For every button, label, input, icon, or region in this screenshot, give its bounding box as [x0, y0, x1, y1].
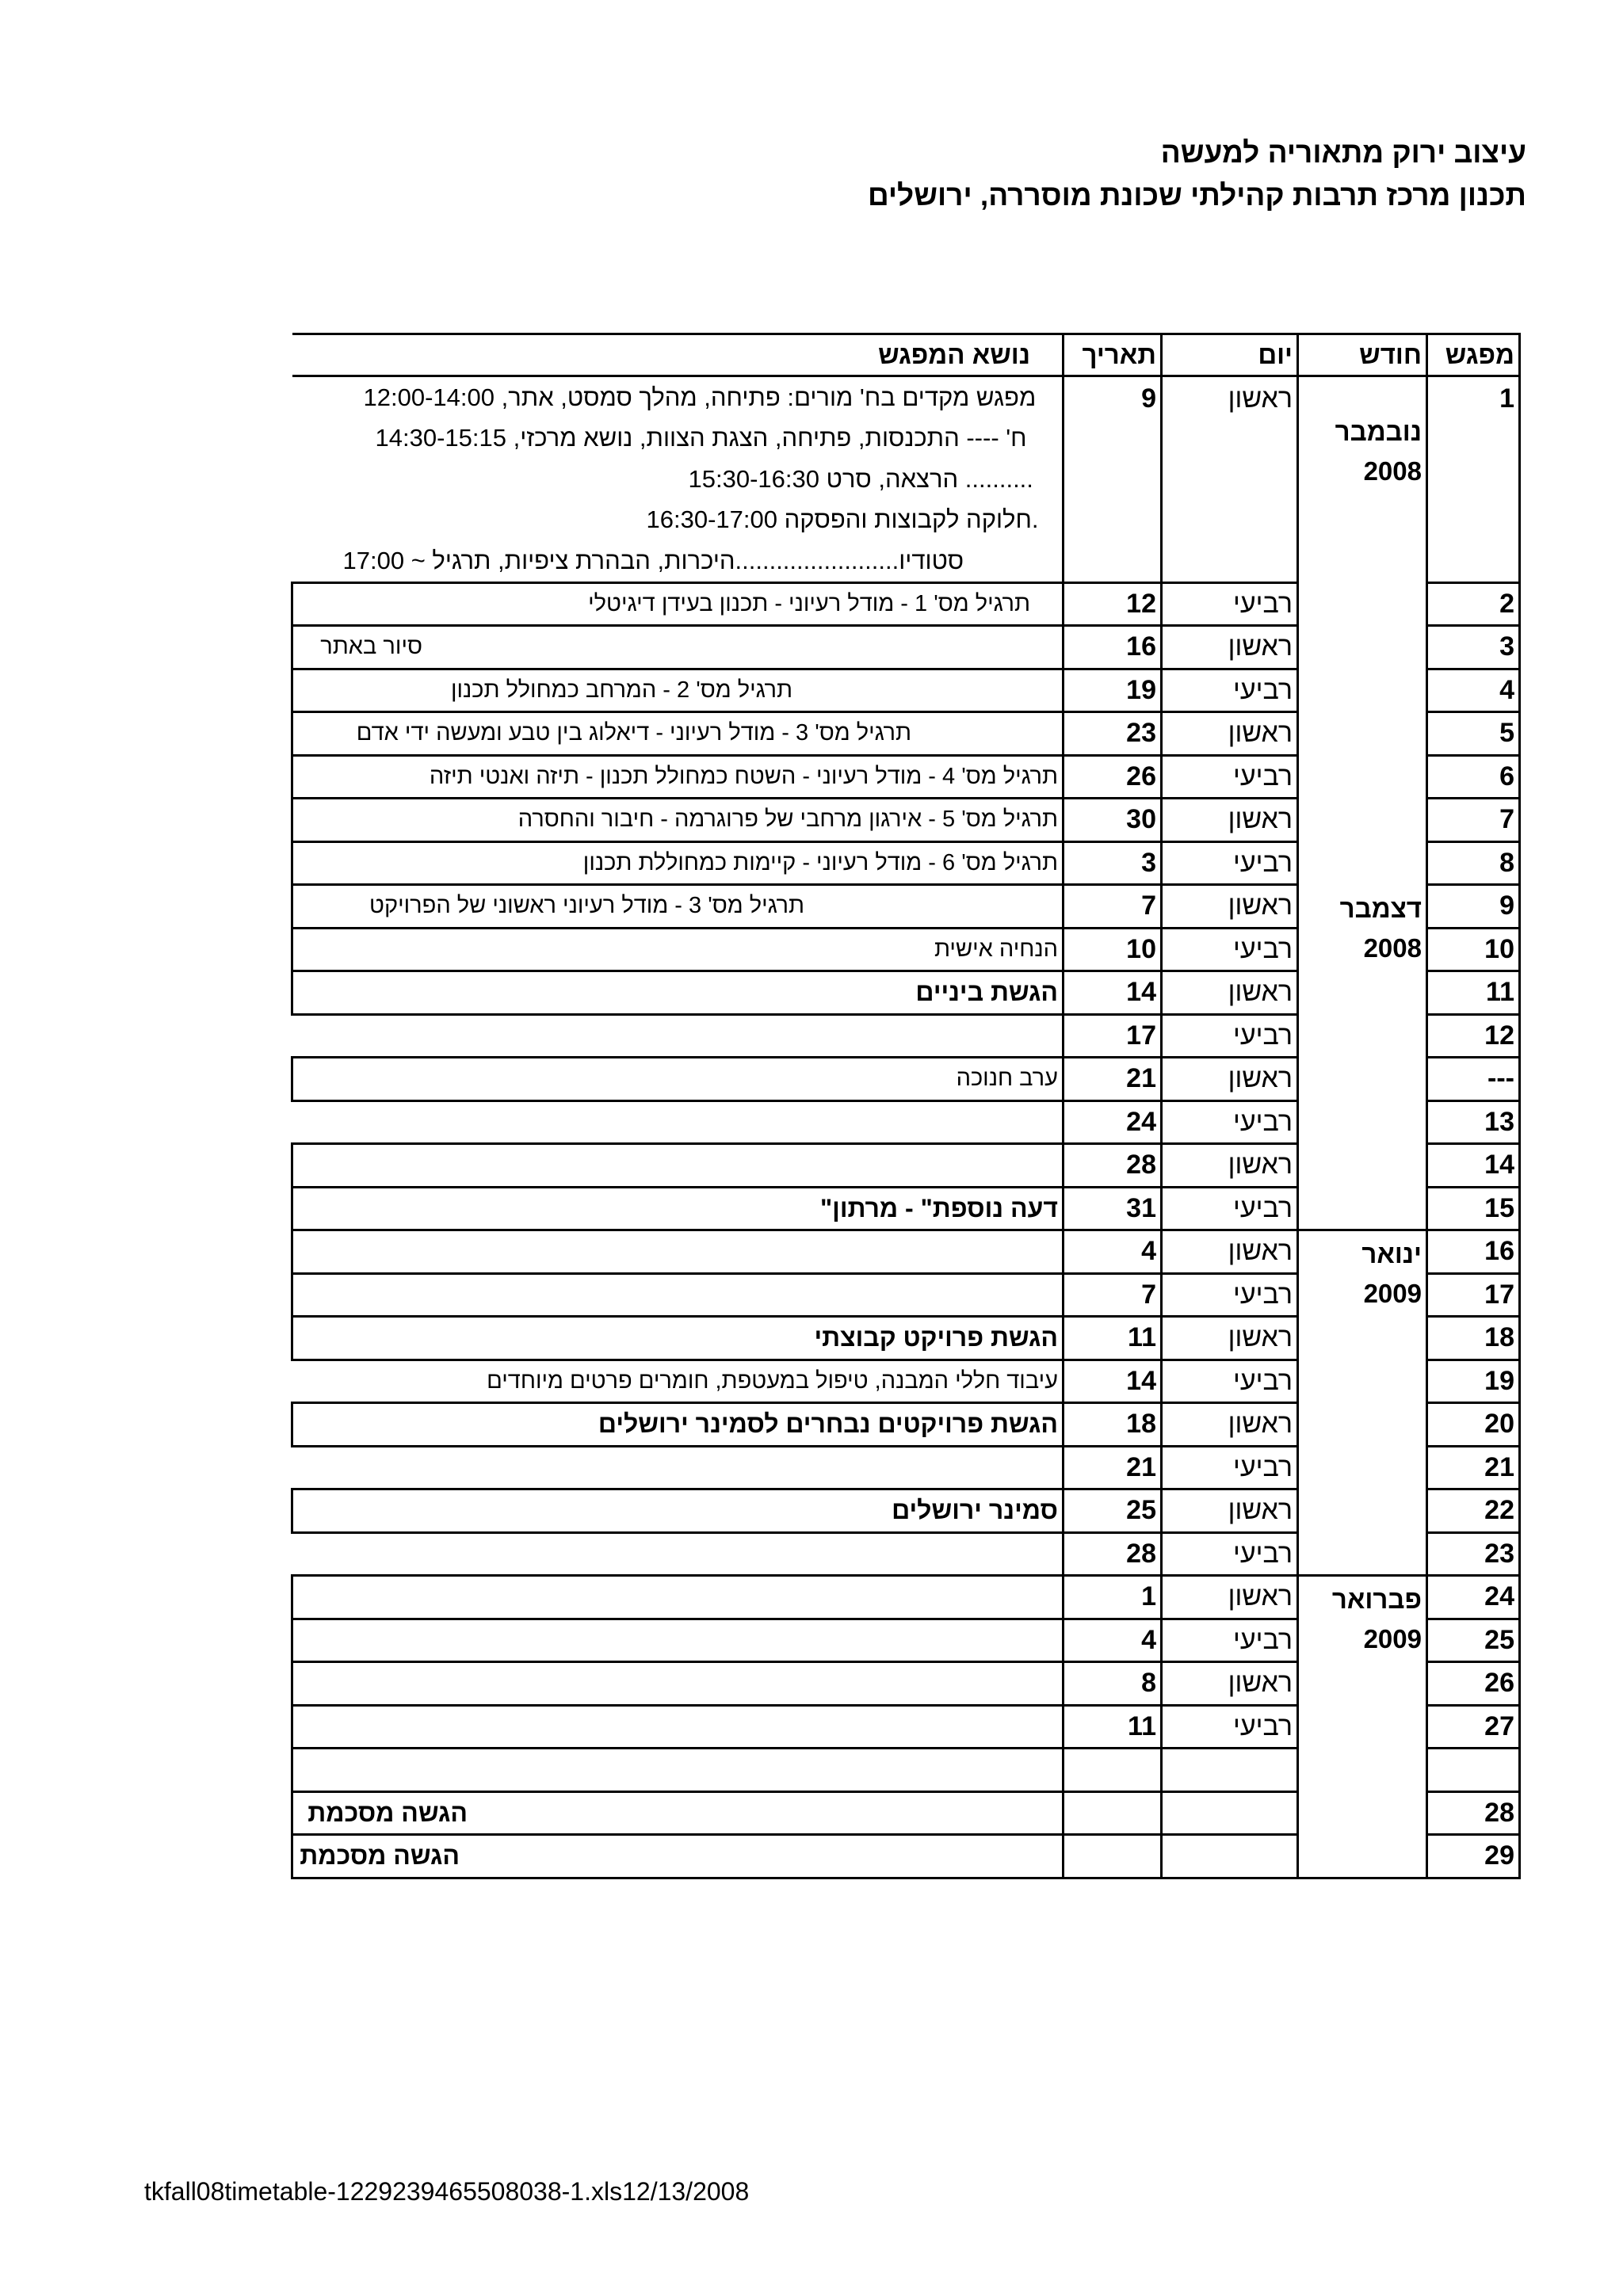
topic-cell: תרגיל מס' 3 - מודל רעיוני ראשוני של הפרויקט [292, 885, 1064, 929]
intro-line-3: .......... הרצאה, סרט 15:30-16:30 [292, 459, 1064, 500]
topic-cell [292, 1576, 1064, 1619]
meeting-number: 10 [1427, 928, 1520, 971]
day-cell: ראשון [1162, 1058, 1298, 1101]
topic-cell [292, 1619, 1064, 1662]
topic-cell: סיור באתר [292, 626, 1064, 669]
intro-line-5: סטודיו........................היכרות, הבהרת ציפיות, תרגיל ~ 17:00 [292, 540, 1064, 582]
meeting-number: 8 [1427, 841, 1520, 885]
project-title: תכנון מרכז תרבות קהילתי שכונת מוסררה, ירושלים [867, 179, 1526, 212]
meeting-number: 25 [1427, 1619, 1520, 1662]
table-row [292, 376, 1520, 418]
month-jan: ינואר [1361, 1239, 1422, 1268]
date-cell: 3 [1064, 841, 1162, 885]
topic-cell [292, 1705, 1064, 1749]
meeting-number: --- [1427, 1058, 1520, 1101]
date-cell [1064, 1791, 1162, 1835]
header-date: תאריך [1064, 334, 1162, 376]
meeting-number-empty [1427, 1749, 1520, 1792]
topic-cell: תרגיל מס' 6 - מודל רעיוני - קיימות כמחוללת תכנון [292, 841, 1064, 885]
topic-cell: הגשת פרויקט קבוצתי [292, 1317, 1064, 1360]
day-cell: רביעי [1162, 841, 1298, 885]
date-cell: 14 [1064, 1360, 1162, 1403]
meeting-number: 27 [1427, 1705, 1520, 1749]
date-cell: 31 [1064, 1187, 1162, 1230]
topic-cell: תרגיל מס' 1 - מודל רעיוני - תכנון בעידן דיגיטלי [292, 582, 1064, 626]
topic-cell: הנחיה אישית [292, 928, 1064, 971]
topic-cell: הגשה מסכמת [292, 1835, 1064, 1878]
topic-cell [292, 1014, 1064, 1058]
topic-cell [292, 1662, 1064, 1706]
day-cell-empty [1162, 1749, 1298, 1792]
topic-cell [292, 1532, 1064, 1576]
day-cell: רביעי [1162, 755, 1298, 799]
month-cell-dec [1298, 841, 1427, 1230]
meeting-number: 3 [1427, 626, 1520, 669]
topic-cell: תרגיל מס' 3 - מודל רעיוני - דיאלוג בין טבע ומעשה ידי אדם [292, 712, 1064, 756]
schedule-table [291, 333, 1521, 1879]
date-cell [1064, 1835, 1162, 1878]
meeting-number: 14 [1427, 1144, 1520, 1188]
meeting-number: 21 [1427, 1446, 1520, 1489]
topic-cell [292, 1273, 1064, 1317]
date-cell: 14 [1064, 971, 1162, 1015]
date-cell: 1 [1064, 1576, 1162, 1619]
month-feb: פברואר [1331, 1585, 1422, 1614]
meeting-number: 17 [1427, 1273, 1520, 1317]
meeting-number: 6 [1427, 755, 1520, 799]
date-cell: 12 [1064, 582, 1162, 626]
day-cell: רביעי [1162, 1014, 1298, 1058]
intro-line-4: .חלוקה לקבוצות והפסקה 16:30-17:00 [292, 500, 1064, 541]
day-cell: ראשון [1162, 1662, 1298, 1706]
header-meeting: מפגש [1427, 334, 1520, 376]
meeting-number: 7 [1427, 799, 1520, 842]
day-cell: רביעי [1162, 1532, 1298, 1576]
day-cell: ראשון [1162, 1144, 1298, 1188]
day-cell: רביעי [1162, 1187, 1298, 1230]
year-jan: 2009 [1363, 1279, 1422, 1308]
date-cell: 23 [1064, 712, 1162, 756]
day-cell [1162, 1791, 1298, 1835]
meeting-number: 24 [1427, 1576, 1520, 1619]
date-cell: 4 [1064, 1230, 1162, 1274]
year-feb: 2009 [1363, 1624, 1422, 1653]
meeting-number: 15 [1427, 1187, 1520, 1230]
topic-cell: תרגיל מס' 5 - אירגון מרחבי של פרוגרמה - חיבור והחסרה [292, 799, 1064, 842]
date-cell: 11 [1064, 1317, 1162, 1360]
date-cell: 21 [1064, 1058, 1162, 1101]
meeting-number: 13 [1427, 1100, 1520, 1144]
topic-cell: הגשת פרויקטים נבחרים לסמינר ירושלים [292, 1403, 1064, 1447]
topic-cell [292, 1100, 1064, 1144]
meeting-number: 9 [1427, 885, 1520, 929]
date-cell: 28 [1064, 1532, 1162, 1576]
day-cell: רביעי [1162, 669, 1298, 712]
meeting-number: 4 [1427, 669, 1520, 712]
meeting-number: 28 [1427, 1791, 1520, 1835]
table-row [292, 841, 1520, 885]
month-dec: דצמבר [1339, 894, 1422, 923]
date-cell: 7 [1064, 1273, 1162, 1317]
day-cell: רביעי [1162, 1273, 1298, 1317]
day-cell: ראשון [1162, 712, 1298, 756]
day-cell: רביעי [1162, 1619, 1298, 1662]
date-cell: 25 [1064, 1489, 1162, 1533]
day-cell: ראשון [1162, 1489, 1298, 1533]
date-cell: 28 [1064, 1144, 1162, 1188]
day-cell: ראשון [1162, 799, 1298, 842]
year-nov: 2008 [1363, 456, 1422, 486]
topic-cell: סמינר ירושלים [292, 1489, 1064, 1533]
day-cell: רביעי [1162, 1705, 1298, 1749]
day-cell: רביעי [1162, 1360, 1298, 1403]
header-day: יום [1162, 334, 1298, 376]
day-cell: ראשון [1162, 376, 1298, 583]
meeting-number: 2 [1427, 582, 1520, 626]
topic-cell: עיבוד חללי המבנה, טיפול במעטפת, חומרים פרטים מיוחדים [292, 1360, 1064, 1403]
table-row [292, 1230, 1520, 1274]
date-cell: 16 [1064, 626, 1162, 669]
meeting-number: 5 [1427, 712, 1520, 756]
day-cell: ראשון [1162, 1576, 1298, 1619]
day-cell: ראשון [1162, 1403, 1298, 1447]
day-cell [1162, 1835, 1298, 1878]
year-dec: 2008 [1363, 933, 1422, 963]
topic-cell: תרגיל מס' 2 - המרחב כמחולל תכנון [292, 669, 1064, 712]
date-cell: 21 [1064, 1446, 1162, 1489]
day-cell: ראשון [1162, 885, 1298, 929]
meeting-number: 12 [1427, 1014, 1520, 1058]
day-cell: רביעי [1162, 928, 1298, 971]
date-cell: 11 [1064, 1705, 1162, 1749]
date-cell: 7 [1064, 885, 1162, 929]
meeting-number: 19 [1427, 1360, 1520, 1403]
meeting-number: 20 [1427, 1403, 1520, 1447]
date-cell: 24 [1064, 1100, 1162, 1144]
header-month: חודש [1298, 334, 1427, 376]
date-cell: 4 [1064, 1619, 1162, 1662]
intro-line-2: ח' ---- התכנסות, פתיחה, הצגת הצוות, נושא מרכזי, 14:30-15:15 [292, 418, 1064, 460]
date-cell: 30 [1064, 799, 1162, 842]
date-cell: 19 [1064, 669, 1162, 712]
day-cell: ראשון [1162, 626, 1298, 669]
header-topic: נושא המפגש [292, 334, 1064, 376]
meeting-number: 23 [1427, 1532, 1520, 1576]
file-footer: tkfall08timetable-1229239465508038-1.xls12/13/2008 [144, 2177, 750, 2206]
meeting-number: 11 [1427, 971, 1520, 1015]
date-cell-empty [1064, 1749, 1162, 1792]
meeting-number: 18 [1427, 1317, 1520, 1360]
date-cell: 18 [1064, 1403, 1162, 1447]
topic-cell: הגשה מסכמת [292, 1791, 1064, 1835]
topic-cell [292, 1446, 1064, 1489]
topic-cell: תרגיל מס' 4 - מודל רעיוני - השטח כמחולל תכנון - תיזה ואנטי תיזה [292, 755, 1064, 799]
topic-cell [292, 1144, 1064, 1188]
date-cell: 26 [1064, 755, 1162, 799]
month-cell-nov [1298, 376, 1427, 842]
day-cell: רביעי [1162, 1446, 1298, 1489]
meeting-number: 1 [1427, 376, 1520, 583]
day-cell: ראשון [1162, 1317, 1298, 1360]
meeting-number: 26 [1427, 1662, 1520, 1706]
topic-cell: ערב חנוכה [292, 1058, 1064, 1101]
month-cell-feb [1298, 1576, 1427, 1878]
table-row [292, 1576, 1520, 1619]
day-cell: רביעי [1162, 1100, 1298, 1144]
date-cell: 9 [1064, 376, 1162, 583]
topic-cell [292, 1230, 1064, 1274]
topic-cell: דעה נוספת" - מרתון" [292, 1187, 1064, 1230]
meeting-number: 22 [1427, 1489, 1520, 1533]
table-header-row [292, 334, 1520, 376]
date-cell: 8 [1064, 1662, 1162, 1706]
meeting-number: 16 [1427, 1230, 1520, 1274]
course-title: עיצוב ירוק מתאוריה למעשה [1160, 136, 1526, 169]
day-cell: ראשון [1162, 1230, 1298, 1274]
meeting-number: 29 [1427, 1835, 1520, 1878]
month-nov: נובמבר [1335, 417, 1422, 446]
month-cell-jan [1298, 1230, 1427, 1576]
day-cell: רביעי [1162, 582, 1298, 626]
date-cell: 17 [1064, 1014, 1162, 1058]
topic-cell-empty [292, 1749, 1064, 1792]
topic-cell: הגשת ביניים [292, 971, 1064, 1015]
intro-line-1: מפגש מקדים בח' מורים: פתיחה, מהלך סמסט, אתר, 12:00-14:00 [292, 376, 1064, 418]
day-cell: ראשון [1162, 971, 1298, 1015]
date-cell: 10 [1064, 928, 1162, 971]
